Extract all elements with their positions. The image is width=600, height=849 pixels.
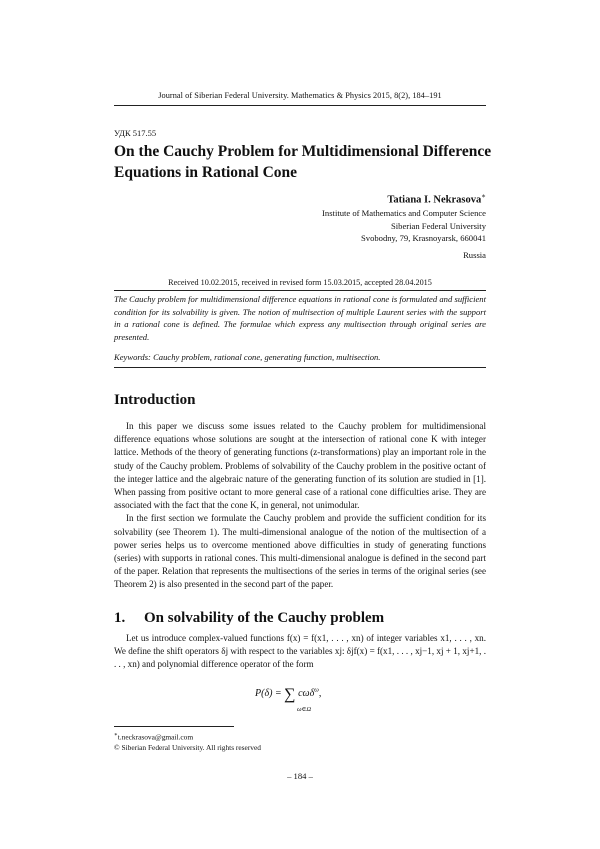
author-name: [387, 192, 486, 206]
email-footnote: [114, 730, 261, 742]
difference-operator-formula: [255, 686, 322, 713]
formula-lhs: P(δ) =: [255, 688, 282, 699]
section-number: 1.: [114, 610, 126, 626]
paper-title: [114, 141, 514, 183]
section-heading-introduction: Introduction: [114, 392, 196, 408]
journal-header: Journal of Siberian Federal University. Mathematics & Physics 2015, 8(2), 184–191: [158, 91, 442, 100]
paragraph: Let us introduce complex-valued functions f(x) = f(x1, . . . , xn) of integer variables x1, . . . , xn. We define the shift operators δj with respect to the variables xj: δjf(x) = f(x1, . . . , xj−1, xj + 1, xj+1, . . . , xn) and polynomial difference operator of the form: [114, 633, 486, 670]
title-line-2: Equations in Rational Cone: [114, 164, 298, 181]
formula-delta: δ: [309, 688, 315, 699]
page-number: – 184 –: [287, 771, 313, 781]
author-country: Russia: [463, 250, 486, 260]
section-title: On solvability of the Cauchy problem: [144, 610, 385, 626]
paragraph: In this paper we discuss some issues related to the Cauchy problem for multidimensional difference equations whose solutions are sought at the intersection of rational cone K with integer lattice. Methods of the theory of generating functions (z-transformations) play an important role in the study of the Cauchy problem. Problems of solvability of the Cauchy problem in the positive octant of the integer lattice and the algebraic nature of the generating function of its solution are studied in [1]. When passing from positive octant to more general case of a rational cone difficulties arise. They are associated with the fact that the cone K, in general, not unimodular.: [114, 421, 486, 511]
keywords: Keywords: Cauchy problem, rational cone, generating function, multisection.: [114, 352, 381, 362]
received-dates: Received 10.02.2015, received in revised form 15.03.2015, accepted 28.04.2015: [168, 278, 432, 287]
section-heading-1: [114, 610, 384, 627]
author-footnote-mark: ∗: [481, 192, 486, 200]
formula-exponent: ω: [314, 686, 319, 694]
section-1-body: [114, 632, 486, 672]
abstract-bottom-rule: [114, 367, 486, 368]
formula-coefficient: cω: [298, 688, 310, 699]
affiliation-line: Siberian Federal University: [391, 220, 486, 231]
sum-index: ω∈Ω: [297, 706, 312, 713]
abstract: The Cauchy problem for multidimensional difference equations in rational cone is formulated and sufficient condition for its solvability is given. The notion of multisection of multiple Laurent series with the support in a rational cone is defined. The formulae which express any multisection through original series are presented.: [114, 294, 486, 343]
header-rule: [114, 105, 486, 106]
affiliation-line: Institute of Mathematics and Computer Science: [322, 208, 486, 218]
title-line-1: On the Cauchy Problem for Multidimensional Difference: [114, 143, 492, 160]
introduction-body: [114, 420, 486, 592]
footnote-rule: [114, 726, 234, 727]
paragraph: In the first section we formulate the Cauchy problem and provide the sufficient condition for its solvability (see Theorem 1). The multi-dimensional analogue of the notion of the multisection of a power series helps us to overcome mentioned above difficulties in study of generating functions (series) with supports in rational cones. This multi-dimensional analogue is defined in the second part of the paper. Relation that represents the multisections of the series in terms of the original series (see Theorem 2) is also presented in the second part of the paper.: [114, 513, 486, 590]
copyright-notice: © Siberian Federal University. All rights reserved: [114, 743, 261, 753]
footnotes: [114, 730, 261, 753]
affiliation-line: Svobodny, 79, Krasnoyarsk, 660041: [361, 233, 486, 243]
author-email: t.neckrasova@gmail.com: [117, 732, 194, 742]
author-affiliation: [322, 207, 486, 245]
footnote-mark: ∗: [114, 732, 118, 738]
formula-comma: ,: [318, 688, 322, 699]
sum-symbol: ∑: [284, 686, 296, 703]
udk-code: УДК 517.55: [114, 128, 157, 138]
author-name-text: Tatiana I. Nekrasova: [387, 194, 482, 206]
abstract-top-rule: [114, 290, 486, 291]
